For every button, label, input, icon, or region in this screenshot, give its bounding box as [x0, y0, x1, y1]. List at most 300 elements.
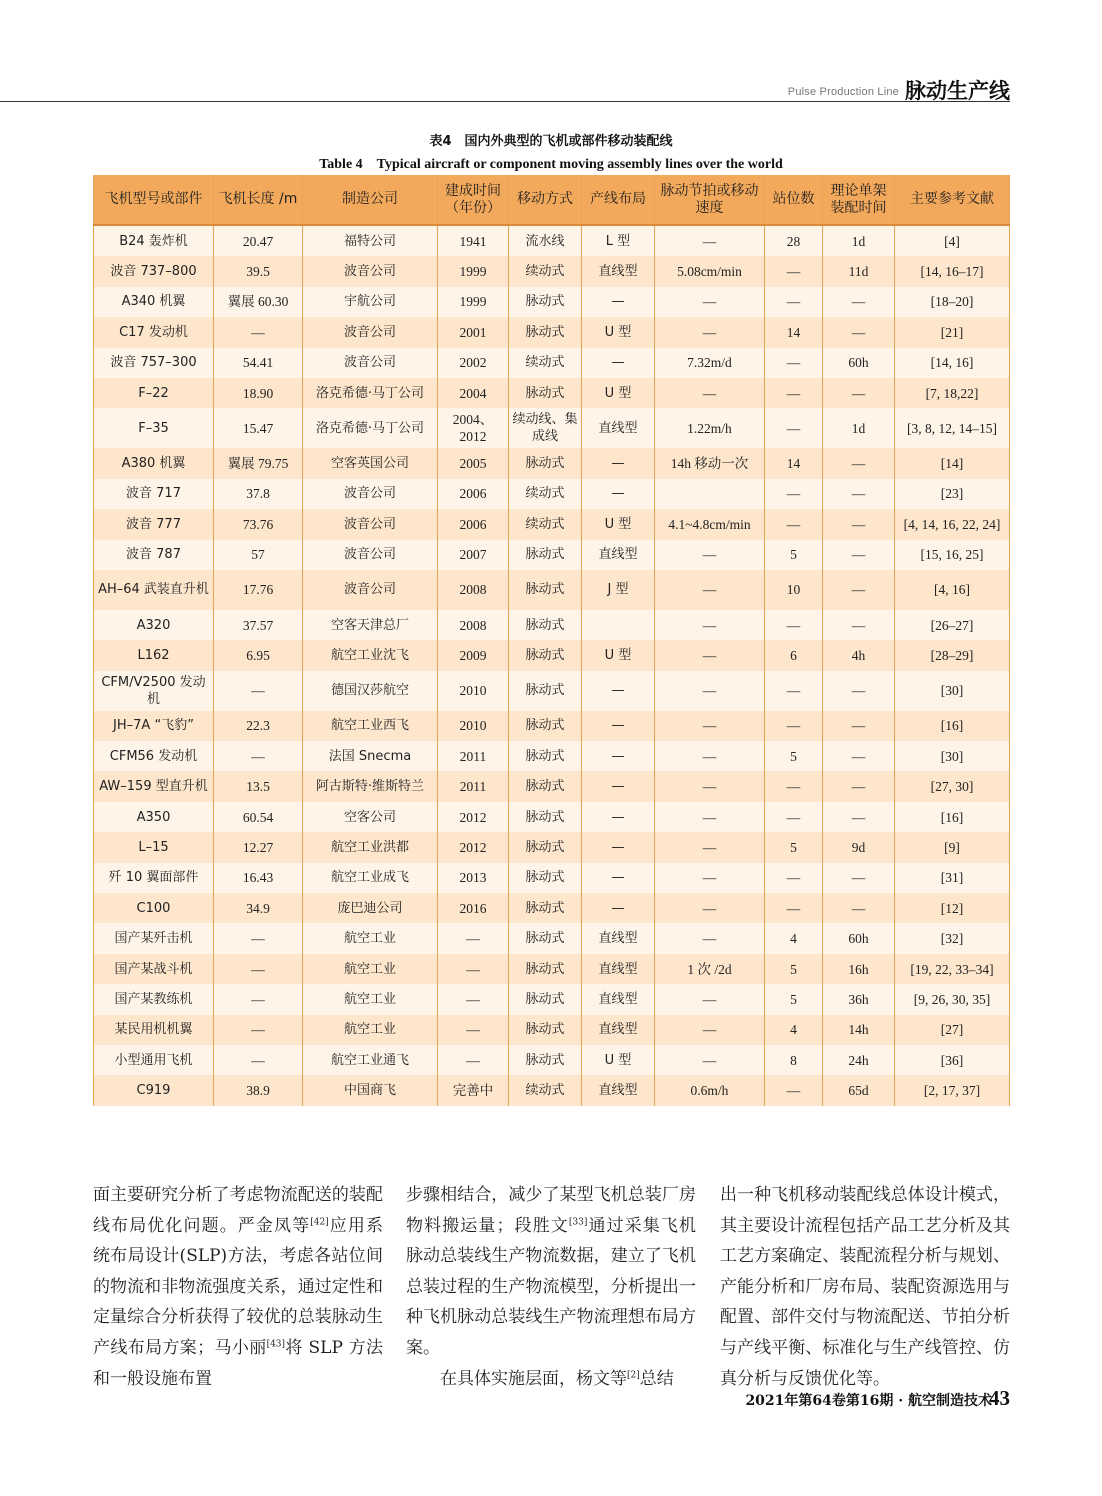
table-cell: — [823, 610, 895, 640]
section-title-en: Pulse Production Line [787, 86, 899, 98]
table-cell: 直线型 [582, 540, 655, 570]
table-row [94, 479, 1010, 509]
table-cell: 2012 [438, 802, 509, 832]
table-cell: 完善中 [438, 1075, 509, 1105]
table-cell: 0.6m/h [655, 1075, 765, 1105]
table-cell: [14, 16] [895, 348, 1010, 378]
table-row [94, 610, 1010, 640]
table-cell: JH–7A “飞豹” [94, 711, 214, 741]
table-cell: 17.76 [214, 570, 303, 610]
table-cell: 4h [823, 640, 895, 670]
table-cell: — [823, 711, 895, 741]
table-cell: — [765, 802, 823, 832]
table-cell: — [655, 317, 765, 347]
table-cell: 脉动式 [509, 741, 582, 771]
body-column-1 [93, 1180, 383, 1394]
table-cell: 续动式 [509, 1075, 582, 1105]
table-cell: U 型 [582, 640, 655, 670]
column-header: 理论单架装配时间 [823, 175, 895, 225]
column-header: 飞机长度 /m [214, 175, 303, 225]
table-cell: 5 [765, 832, 823, 862]
table-cell: C919 [94, 1075, 214, 1105]
table-cell: 洛克希德·马丁公司 [303, 408, 438, 448]
table-cell: — [655, 225, 765, 256]
table-cell: 5 [765, 984, 823, 1014]
table-cell: 2013 [438, 863, 509, 893]
table-cell: — [765, 408, 823, 448]
table-cell: 28 [765, 225, 823, 256]
table-cell [655, 479, 765, 509]
table-row [94, 570, 1010, 610]
table-cell: [16] [895, 802, 1010, 832]
table-cell: 宇航公司 [303, 287, 438, 317]
table-cell: 5.08cm/min [655, 256, 765, 286]
column-header: 站位数 [765, 175, 823, 225]
table-cell [582, 610, 655, 640]
table-cell: — [655, 741, 765, 771]
column-header: 主要参考文献 [895, 175, 1010, 225]
table-cell: 波音 737–800 [94, 256, 214, 286]
table-cell: — [655, 540, 765, 570]
table-cell: 航空工业西飞 [303, 711, 438, 741]
body-text-run: 出一种飞机移动装配线总体设计模式，其主要设计流程包括产品工艺分析及其工艺方案确定、装配流程分析与规划、产能分析和厂房布局、装配资源选用与配置、部件交付与物流配送、节拍分析与产线平衡、标准化与生产线管控、仿真分析与反馈优化等。 [720, 1185, 1010, 1389]
table-cell: 脉动式 [509, 923, 582, 953]
table-row [94, 448, 1010, 478]
table-cell: — [765, 610, 823, 640]
table-cell: 洛克希德·马丁公司 [303, 378, 438, 408]
citation-ref: [33] [568, 1216, 588, 1227]
table-cell: 1.22m/h [655, 408, 765, 448]
table-cell: 9d [823, 832, 895, 862]
table-cell: 脉动式 [509, 863, 582, 893]
table-cell: 脉动式 [509, 610, 582, 640]
table-cell: 空客英国公司 [303, 448, 438, 478]
assembly-lines-table [93, 175, 1010, 1106]
table-cell: — [582, 479, 655, 509]
table-cell: [4] [895, 225, 1010, 256]
table-cell: 54.41 [214, 348, 303, 378]
table-cell: — [765, 1075, 823, 1105]
table-cell: 德国汉莎航空 [303, 671, 438, 711]
table-row [94, 923, 1010, 953]
table-row [94, 378, 1010, 408]
table-cell: 39.5 [214, 256, 303, 286]
table-cell: 国产某歼击机 [94, 923, 214, 953]
table-cell: 波音 717 [94, 479, 214, 509]
table-cell: 脉动式 [509, 893, 582, 923]
table-cell: — [823, 863, 895, 893]
table-cell: A340 机翼 [94, 287, 214, 317]
table-cell: — [582, 893, 655, 923]
table-row [94, 671, 1010, 711]
table-cell: 脉动式 [509, 984, 582, 1014]
table-row [94, 540, 1010, 570]
table-cell: 2004、2012 [438, 408, 509, 448]
table-cell: 脉动式 [509, 570, 582, 610]
table-row [94, 640, 1010, 670]
column-header: 制造公司 [303, 175, 438, 225]
table-cell: L–15 [94, 832, 214, 862]
table-cell: [30] [895, 671, 1010, 711]
table-cell: 2007 [438, 540, 509, 570]
table-cell: — [582, 671, 655, 711]
table-cell: 直线型 [582, 923, 655, 953]
table-cell: — [582, 771, 655, 801]
table-cell: [23] [895, 479, 1010, 509]
header-rule [0, 101, 1010, 102]
table-cell: A350 [94, 802, 214, 832]
table-cell: 直线型 [582, 984, 655, 1014]
body-text-run: 在具体实施层面，杨文等 [440, 1368, 627, 1389]
table-cell: — [823, 448, 895, 478]
table-cell: [12] [895, 893, 1010, 923]
table-cell: 57 [214, 540, 303, 570]
table-cell: — [582, 741, 655, 771]
table-cell: 某民用机机翼 [94, 1015, 214, 1045]
table-cell: 脉动式 [509, 1045, 582, 1075]
table-cell: 波音公司 [303, 348, 438, 378]
table-cell: 2008 [438, 610, 509, 640]
table-cell: 脉动式 [509, 1015, 582, 1045]
table-cell: 20.47 [214, 225, 303, 256]
table-cell: 航空工业 [303, 954, 438, 984]
table-cell: 脉动式 [509, 317, 582, 347]
table-cell: 14 [765, 317, 823, 347]
table-cell: CFM/V2500 发动机 [94, 671, 214, 711]
table-cell: 1999 [438, 287, 509, 317]
table-cell: 7.32m/d [655, 348, 765, 378]
table-cell: 5 [765, 954, 823, 984]
table-cell: 波音公司 [303, 570, 438, 610]
table-row [94, 1015, 1010, 1045]
table-header-row [94, 175, 1010, 225]
table-cell: 1 次 /2d [655, 954, 765, 984]
table-cell: 歼 10 翼面部件 [94, 863, 214, 893]
table-cell: [32] [895, 923, 1010, 953]
table-cell: — [655, 832, 765, 862]
table-cell: — [655, 287, 765, 317]
table-cell: — [823, 671, 895, 711]
table-cell: 脉动式 [509, 802, 582, 832]
table-cell: 2001 [438, 317, 509, 347]
table-cell: [9] [895, 832, 1010, 862]
table-row [94, 256, 1010, 286]
table-cell: 2006 [438, 509, 509, 539]
table-cell: 波音 757–300 [94, 348, 214, 378]
table-cell: — [823, 479, 895, 509]
table-cell: 航空工业 [303, 984, 438, 1014]
table-cell: — [823, 378, 895, 408]
table-cell: 续动式 [509, 348, 582, 378]
table-cell: F–35 [94, 408, 214, 448]
table-cell: [18–20] [895, 287, 1010, 317]
table-cell: — [582, 802, 655, 832]
table-cell: 2016 [438, 893, 509, 923]
table-cell: U 型 [582, 1045, 655, 1075]
table-cell: 4 [765, 923, 823, 953]
table-cell: 37.57 [214, 610, 303, 640]
table-cell: 2009 [438, 640, 509, 670]
table-cell: 2006 [438, 479, 509, 509]
table-row [94, 1075, 1010, 1105]
table-cell: 73.76 [214, 509, 303, 539]
table-row [94, 348, 1010, 378]
table-cell: [26–27] [895, 610, 1010, 640]
table-cell: 波音公司 [303, 509, 438, 539]
table-cell: 36h [823, 984, 895, 1014]
table-cell: 波音公司 [303, 479, 438, 509]
body-text-run: 步骤相结合，减少了某型飞机总装厂房物料搬运量；段胜文 [406, 1185, 696, 1236]
table-cell: 2008 [438, 570, 509, 610]
table-cell: — [214, 1045, 303, 1075]
table-caption-en: Table 4 Typical aircraft or component moving assembly lines over the world [319, 157, 783, 172]
table-cell: [3, 8, 12, 14–15] [895, 408, 1010, 448]
journal-footer: 2021年第64卷第16期 · 航空制造技术 [745, 1393, 992, 1409]
table-cell: 2010 [438, 671, 509, 711]
table-cell: 1999 [438, 256, 509, 286]
table-cell: — [582, 448, 655, 478]
table-cell: 航空工业 [303, 923, 438, 953]
table-cell: 37.8 [214, 479, 303, 509]
table-cell: F–22 [94, 378, 214, 408]
table-cell: J 型 [582, 570, 655, 610]
table-cell: — [214, 954, 303, 984]
table-cell: 6.95 [214, 640, 303, 670]
body-text-run: 通过采集飞机脉动总装线生产物流数据，建立了飞机总装过程的生产物流模型，分析提出一种飞机脉动总装线生产物流理想布局方案。 [406, 1215, 697, 1358]
table-cell: B24 轰炸机 [94, 225, 214, 256]
table-cell: 14h 移动一次 [655, 448, 765, 478]
table-cell: 5 [765, 540, 823, 570]
body-text-run: 面主要研究分析了考虑物流配送的装配线布局优化问题。严金凤等 [93, 1185, 383, 1236]
column-header: 脉动节拍或移动速度 [655, 175, 765, 225]
table-cell: — [655, 923, 765, 953]
table-cell: 续动线、集成线 [509, 408, 582, 448]
table-cell: L162 [94, 640, 214, 670]
table-cell: — [214, 1015, 303, 1045]
body-text-run: 总结 [639, 1368, 674, 1389]
table-cell: 翼展 79.75 [214, 448, 303, 478]
table-cell: [9, 26, 30, 35] [895, 984, 1010, 1014]
table-cell: 16h [823, 954, 895, 984]
table-row [94, 954, 1010, 984]
table-row [94, 984, 1010, 1014]
table-cell: 国产某教练机 [94, 984, 214, 1014]
table-cell: — [655, 711, 765, 741]
table-cell: — [765, 287, 823, 317]
table-cell: [14, 16–17] [895, 256, 1010, 286]
table-cell: [30] [895, 741, 1010, 771]
table-cell: 脉动式 [509, 711, 582, 741]
table-cell: 60.54 [214, 802, 303, 832]
table-cell: — [823, 317, 895, 347]
table-cell: — [214, 741, 303, 771]
table-cell: [21] [895, 317, 1010, 347]
table-cell: — [214, 317, 303, 347]
table-cell: 22.3 [214, 711, 303, 741]
table-cell: — [823, 893, 895, 923]
table-cell: 直线型 [582, 1015, 655, 1045]
table-cell: [14] [895, 448, 1010, 478]
column-header: 移动方式 [509, 175, 582, 225]
table-cell: 航空工业成飞 [303, 863, 438, 893]
table-cell: 空客公司 [303, 802, 438, 832]
table-cell: 波音 777 [94, 509, 214, 539]
table-cell: 2005 [438, 448, 509, 478]
table-cell: — [765, 863, 823, 893]
table-cell: 13.5 [214, 771, 303, 801]
table-cell: — [582, 832, 655, 862]
table-cell: 16.43 [214, 863, 303, 893]
table-cell: 脉动式 [509, 832, 582, 862]
table-cell: — [655, 893, 765, 923]
table-row [94, 711, 1010, 741]
table-cell: — [214, 984, 303, 1014]
table-cell: 6 [765, 640, 823, 670]
table-cell: [27] [895, 1015, 1010, 1045]
table-cell: — [582, 863, 655, 893]
table-cell: — [655, 802, 765, 832]
table-cell: — [765, 671, 823, 711]
table-cell: 脉动式 [509, 287, 582, 317]
table-cell: 续动式 [509, 509, 582, 539]
table-cell: 2004 [438, 378, 509, 408]
table-cell: [19, 22, 33–34] [895, 954, 1010, 984]
table-cell: [36] [895, 1045, 1010, 1075]
table-cell: — [655, 1045, 765, 1075]
table-cell: — [823, 540, 895, 570]
table-cell: 2011 [438, 741, 509, 771]
table-row [94, 832, 1010, 862]
table-cell: — [655, 378, 765, 408]
table-caption-cn: 表4 国内外典型的飞机或部件移动装配线 [429, 134, 673, 149]
table-cell: 航空工业洪都 [303, 832, 438, 862]
table-cell: 直线型 [582, 1075, 655, 1105]
table-cell: — [655, 671, 765, 711]
table-cell: — [823, 287, 895, 317]
table-cell: 续动式 [509, 256, 582, 286]
table-cell: 脉动式 [509, 448, 582, 478]
table-row [94, 225, 1010, 256]
table-cell: 波音公司 [303, 540, 438, 570]
citation-ref: [2] [627, 1369, 640, 1380]
table-cell: 小型通用飞机 [94, 1045, 214, 1075]
body-text-run: 将 SLP 方法和一般设施布置 [93, 1337, 384, 1389]
table-cell: — [765, 348, 823, 378]
table-cell: 8 [765, 1045, 823, 1075]
table-cell: 1d [823, 408, 895, 448]
table-cell: [7, 18,22] [895, 378, 1010, 408]
table-cell: — [655, 610, 765, 640]
table-cell: 14h [823, 1015, 895, 1045]
table-cell: 18.90 [214, 378, 303, 408]
table-cell: L 型 [582, 225, 655, 256]
table-cell: 庞巴迪公司 [303, 893, 438, 923]
table-cell: 脉动式 [509, 640, 582, 670]
table-cell: 1d [823, 225, 895, 256]
body-column-3 [720, 1180, 1010, 1394]
table-row [94, 317, 1010, 347]
table-cell: U 型 [582, 317, 655, 347]
citation-ref: [42] [310, 1216, 329, 1227]
table-body [94, 225, 1010, 1106]
table-cell: 4.1~4.8cm/min [655, 509, 765, 539]
table-cell: — [582, 348, 655, 378]
table-cell: — [655, 771, 765, 801]
table-cell: 2012 [438, 832, 509, 862]
table-row [94, 771, 1010, 801]
table-cell: 航空工业 [303, 1015, 438, 1045]
citation-ref: [43] [266, 1339, 286, 1350]
page-number: 43 [989, 1386, 1010, 1410]
table-cell: 2010 [438, 711, 509, 741]
table-cell: — [823, 802, 895, 832]
table-cell: — [823, 741, 895, 771]
table-row [94, 893, 1010, 923]
table-cell: U 型 [582, 509, 655, 539]
table-row [94, 863, 1010, 893]
table-cell: [31] [895, 863, 1010, 893]
table-cell: 波音公司 [303, 317, 438, 347]
column-header: 产线布局 [582, 175, 655, 225]
column-header: 建成时间（年份） [438, 175, 509, 225]
table-cell: — [765, 256, 823, 286]
table-cell: 国产某战斗机 [94, 954, 214, 984]
table-cell: 脉动式 [509, 671, 582, 711]
table-cell: 续动式 [509, 479, 582, 509]
table-cell: [2, 17, 37] [895, 1075, 1010, 1105]
table-cell: 10 [765, 570, 823, 610]
table-cell: 翼展 60.30 [214, 287, 303, 317]
table-cell: [28–29] [895, 640, 1010, 670]
table-cell: 34.9 [214, 893, 303, 923]
table-cell: AH–64 武装直升机 [94, 570, 214, 610]
table-cell: 法国 Snecma [303, 741, 438, 771]
table-cell: — [582, 711, 655, 741]
table-cell: — [765, 771, 823, 801]
table-row [94, 802, 1010, 832]
table-cell: — [214, 671, 303, 711]
table-cell: 脉动式 [509, 771, 582, 801]
table-cell: C100 [94, 893, 214, 923]
table-cell: — [823, 771, 895, 801]
table-cell: 4 [765, 1015, 823, 1045]
table-cell: — [655, 640, 765, 670]
table-cell: — [765, 479, 823, 509]
table-row [94, 287, 1010, 317]
table-cell: CFM56 发动机 [94, 741, 214, 771]
table-row [94, 408, 1010, 448]
table-cell: A380 机翼 [94, 448, 214, 478]
table-cell: 福特公司 [303, 225, 438, 256]
table-cell: 直线型 [582, 954, 655, 984]
table-cell: 中国商飞 [303, 1075, 438, 1105]
table-cell: — [655, 1015, 765, 1045]
table-cell: 60h [823, 348, 895, 378]
table-cell: — [823, 509, 895, 539]
table-cell: 2002 [438, 348, 509, 378]
table-cell: — [765, 711, 823, 741]
section-title-cn: 脉动生产线 [905, 79, 1010, 103]
table-cell: 65d [823, 1075, 895, 1105]
table-cell: [15, 16, 25] [895, 540, 1010, 570]
table-cell: 14 [765, 448, 823, 478]
table-cell: [16] [895, 711, 1010, 741]
table-cell: [4, 14, 16, 22, 24] [895, 509, 1010, 539]
table-row [94, 741, 1010, 771]
table-cell: — [582, 287, 655, 317]
table-cell: 12.27 [214, 832, 303, 862]
table-row [94, 1045, 1010, 1075]
